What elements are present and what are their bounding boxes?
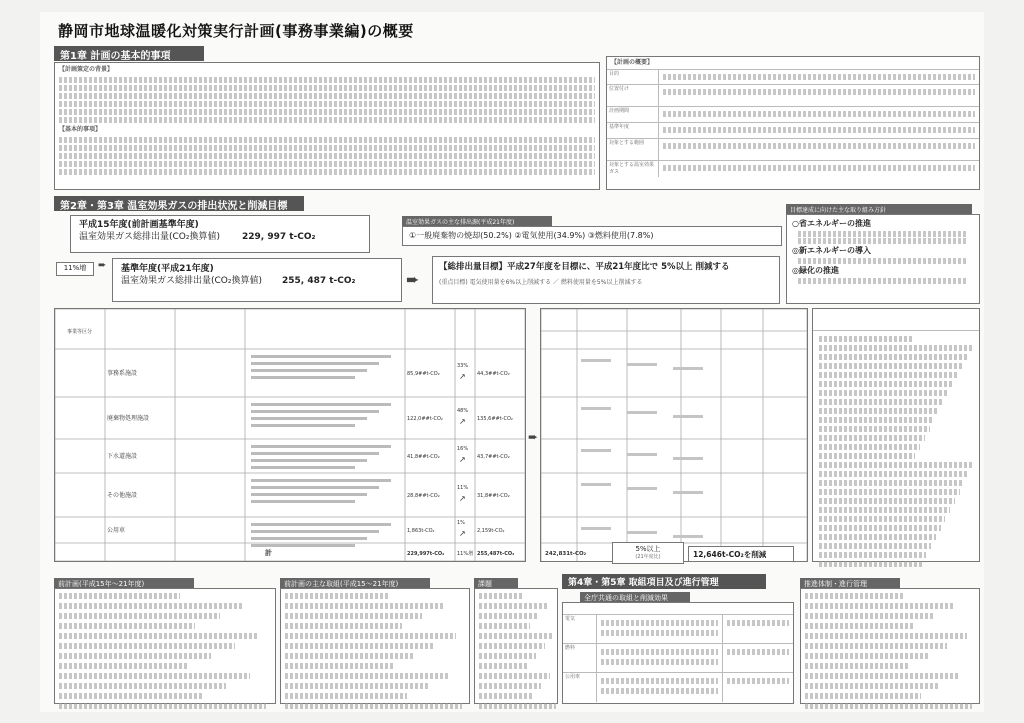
reduction-pct: 5%以上 bbox=[635, 545, 661, 553]
total-label: 計 bbox=[265, 549, 272, 557]
base-year-label: 平成15年度(前計画基準年度) bbox=[79, 220, 199, 230]
common-row bbox=[563, 615, 793, 644]
common-row-label: 燃料 bbox=[563, 644, 597, 672]
sector-name: 公用車 bbox=[107, 527, 126, 534]
reduction-amount: 12,646t-CO₂を削減 bbox=[688, 546, 794, 562]
description-line bbox=[251, 403, 391, 406]
future-emission-value: 43,7##t-CO₂ bbox=[477, 454, 510, 460]
issues-box bbox=[474, 588, 558, 704]
cell-line bbox=[627, 487, 657, 490]
common-table bbox=[562, 602, 794, 704]
reduction-pct-box bbox=[612, 542, 684, 564]
trend-arrow-icon: ↗ bbox=[459, 529, 466, 538]
new-base-label: 基準年度(平成21年度) bbox=[121, 264, 214, 274]
measures-table bbox=[812, 308, 980, 562]
ratio-value: 33% bbox=[457, 363, 469, 369]
description-line bbox=[251, 452, 379, 455]
cell-line bbox=[673, 457, 703, 460]
cell-line bbox=[627, 531, 657, 534]
total-target: 【総排出量目標】平成27年度を目標に、平成21年度比で 5%以上 削減する bbox=[439, 262, 730, 272]
plan-row-label: 基準年度 bbox=[607, 123, 659, 138]
chapter4-heading: 第4章・第5章 取組項目及び進行管理 bbox=[562, 574, 766, 589]
sector-name: 廃棄物処理施設 bbox=[107, 415, 150, 422]
future-emission-value: 31,8##t-CO₂ bbox=[477, 493, 510, 499]
description-line bbox=[251, 417, 367, 420]
description-line bbox=[251, 362, 379, 365]
cell-line bbox=[581, 527, 611, 530]
big-right-arrow-icon: ➨ bbox=[406, 270, 420, 289]
cell-line bbox=[581, 359, 611, 362]
emission-value: 122,0##t-CO₂ bbox=[407, 416, 443, 422]
cell-line bbox=[673, 367, 703, 370]
base-emission-label: 温室効果ガス総排出量(CO₂換算値) bbox=[79, 232, 220, 242]
plan-row bbox=[607, 85, 979, 107]
ratio-value: 16% bbox=[457, 446, 469, 452]
results-box bbox=[280, 588, 470, 704]
chapter2-heading: 第2章・第3章 温室効果ガスの排出状況と削減目標 bbox=[54, 196, 304, 211]
description-line bbox=[251, 523, 391, 526]
description-line bbox=[251, 544, 355, 547]
sector-name: 下水道施設 bbox=[107, 453, 138, 460]
emission-table-right bbox=[540, 308, 808, 562]
plan-overview-table bbox=[606, 56, 980, 190]
plan-row-label: 対象とする範囲 bbox=[607, 139, 659, 160]
previous-plan-box bbox=[54, 588, 276, 704]
cell-line bbox=[581, 483, 611, 486]
future-emission-value: 2,159t-CO₂ bbox=[477, 528, 505, 534]
cell-line bbox=[627, 411, 657, 414]
description-line bbox=[251, 355, 391, 358]
cell-line bbox=[673, 491, 703, 494]
description-line bbox=[251, 459, 367, 462]
left-table-grid bbox=[55, 309, 525, 561]
sub-target: (重点目標) 電気使用量を6%以上削減する ／ 燃料使用量を5%以上削減する bbox=[439, 279, 643, 286]
ratio-value: 1% bbox=[457, 520, 465, 526]
description-line bbox=[251, 493, 367, 496]
document-page bbox=[40, 12, 984, 712]
new-emission-label: 温室効果ガス総排出量(CO₂換算値) bbox=[121, 276, 262, 286]
ratio-value: 11% bbox=[457, 485, 469, 491]
basic-heading: 【基本的事項】 bbox=[59, 126, 102, 133]
chapter1-overview bbox=[54, 62, 600, 190]
results-heading: 前計画の主な取組(平成15～21年度) bbox=[280, 578, 430, 590]
common-row-label: 公用車 bbox=[563, 673, 597, 702]
reduced-total: 242,831t-CO₂ bbox=[545, 551, 587, 557]
description-line bbox=[251, 376, 355, 379]
cell-line bbox=[673, 415, 703, 418]
plan-table-heading: 【計画の概要】 bbox=[611, 59, 654, 66]
cell-line bbox=[627, 363, 657, 366]
chapter1-heading: 第1章 計画の基本的事項 bbox=[54, 46, 204, 61]
management-heading: 推進体制・進行管理 bbox=[800, 578, 900, 590]
description-line bbox=[251, 410, 379, 413]
description-line bbox=[251, 369, 367, 372]
plan-row-label: 対象とする温室効果ガス bbox=[607, 161, 659, 177]
emission-value: 1,863t-CO₂ bbox=[407, 528, 435, 534]
previous-heading: 前計画(平成15年～21年度) bbox=[54, 578, 194, 590]
plan-row-label: 位置付け bbox=[607, 85, 659, 106]
plan-row bbox=[607, 123, 979, 139]
ratio-value: 48% bbox=[457, 408, 469, 414]
trend-arrow-icon: ↗ bbox=[459, 455, 466, 464]
measure-3: ◎緑化の推進 bbox=[792, 266, 839, 275]
common-heading: 全庁共通の取組と削減効果 bbox=[580, 592, 690, 604]
table-arrow-icon: ➨ bbox=[528, 430, 539, 444]
sources-box: ①一般廃棄物の焼却(50.2%) ②電気使用(34.9%) ③燃料使用(7.8%) bbox=[402, 226, 782, 246]
plan-row-label: 計画期間 bbox=[607, 107, 659, 122]
cell-line bbox=[627, 453, 657, 456]
background-heading: 【計画策定の背景】 bbox=[59, 66, 114, 73]
new-base-year-box bbox=[112, 258, 402, 302]
emission-value: 41,8##t-CO₂ bbox=[407, 454, 440, 460]
future-emission-value: 44,3##t-CO₂ bbox=[477, 371, 510, 377]
sector-name: その他施設 bbox=[107, 492, 138, 499]
plan-row bbox=[607, 107, 979, 123]
plan-row bbox=[607, 69, 979, 85]
common-row bbox=[563, 673, 793, 702]
issues-heading: 課題 bbox=[474, 578, 518, 590]
increase-badge: 11%増 bbox=[56, 262, 94, 276]
cell-line bbox=[581, 407, 611, 410]
description-line bbox=[251, 500, 355, 503]
description-line bbox=[251, 530, 379, 533]
description-line bbox=[251, 537, 367, 540]
common-row-label: 電気 bbox=[563, 615, 597, 643]
document-title: 静岡市地球温暖化対策実行計画(事務事業編)の概要 bbox=[58, 22, 414, 40]
cell-line bbox=[581, 449, 611, 452]
sector-name: 事務系施設 bbox=[107, 370, 138, 377]
plan-row bbox=[607, 139, 979, 161]
total-emission: 229,997t-CO₂ bbox=[407, 551, 445, 557]
emission-value: 85,9##t-CO₂ bbox=[407, 371, 440, 377]
sector-header: 事業等区分 bbox=[67, 329, 93, 335]
total-ratio: 11%増 bbox=[457, 551, 474, 557]
plan-row-label: 目的 bbox=[607, 70, 659, 84]
emission-value: 28,8##t-CO₂ bbox=[407, 493, 440, 499]
cell-line bbox=[673, 535, 703, 538]
source-heading: 温室効果ガスの主な排出源(平成21年度) bbox=[402, 216, 552, 227]
management-box bbox=[800, 588, 980, 704]
new-emission-value: 255, 487 t-CO₂ bbox=[282, 276, 356, 286]
description-line bbox=[251, 486, 379, 489]
trend-arrow-icon: ↗ bbox=[459, 372, 466, 381]
trend-arrow-icon: ↗ bbox=[459, 417, 466, 426]
base-emission-value: 229, 997 t-CO₂ bbox=[242, 232, 316, 242]
plan-row bbox=[607, 161, 979, 177]
target-box bbox=[432, 256, 780, 304]
description-line bbox=[251, 445, 391, 448]
measure-1: ○省エネルギーの推進 bbox=[792, 219, 871, 228]
right-table-grid bbox=[541, 309, 807, 561]
base-year-box bbox=[70, 215, 370, 253]
description-line bbox=[251, 479, 391, 482]
reduction-note: (21年度比) bbox=[635, 554, 661, 560]
description-line bbox=[251, 424, 355, 427]
measures-heading: 目標達成に向けた主な取り組み方針 bbox=[786, 204, 972, 215]
common-row bbox=[563, 644, 793, 673]
right-arrow-icon: ➨ bbox=[98, 260, 107, 271]
total-future: 255,487t-CO₂ bbox=[477, 551, 515, 557]
future-emission-value: 135,6##t-CO₂ bbox=[477, 416, 513, 422]
description-line bbox=[251, 466, 355, 469]
measure-2: ◎新エネルギーの導入 bbox=[792, 246, 871, 255]
emission-table-left bbox=[54, 308, 526, 562]
measures-box bbox=[786, 214, 980, 304]
trend-arrow-icon: ↗ bbox=[459, 494, 466, 503]
